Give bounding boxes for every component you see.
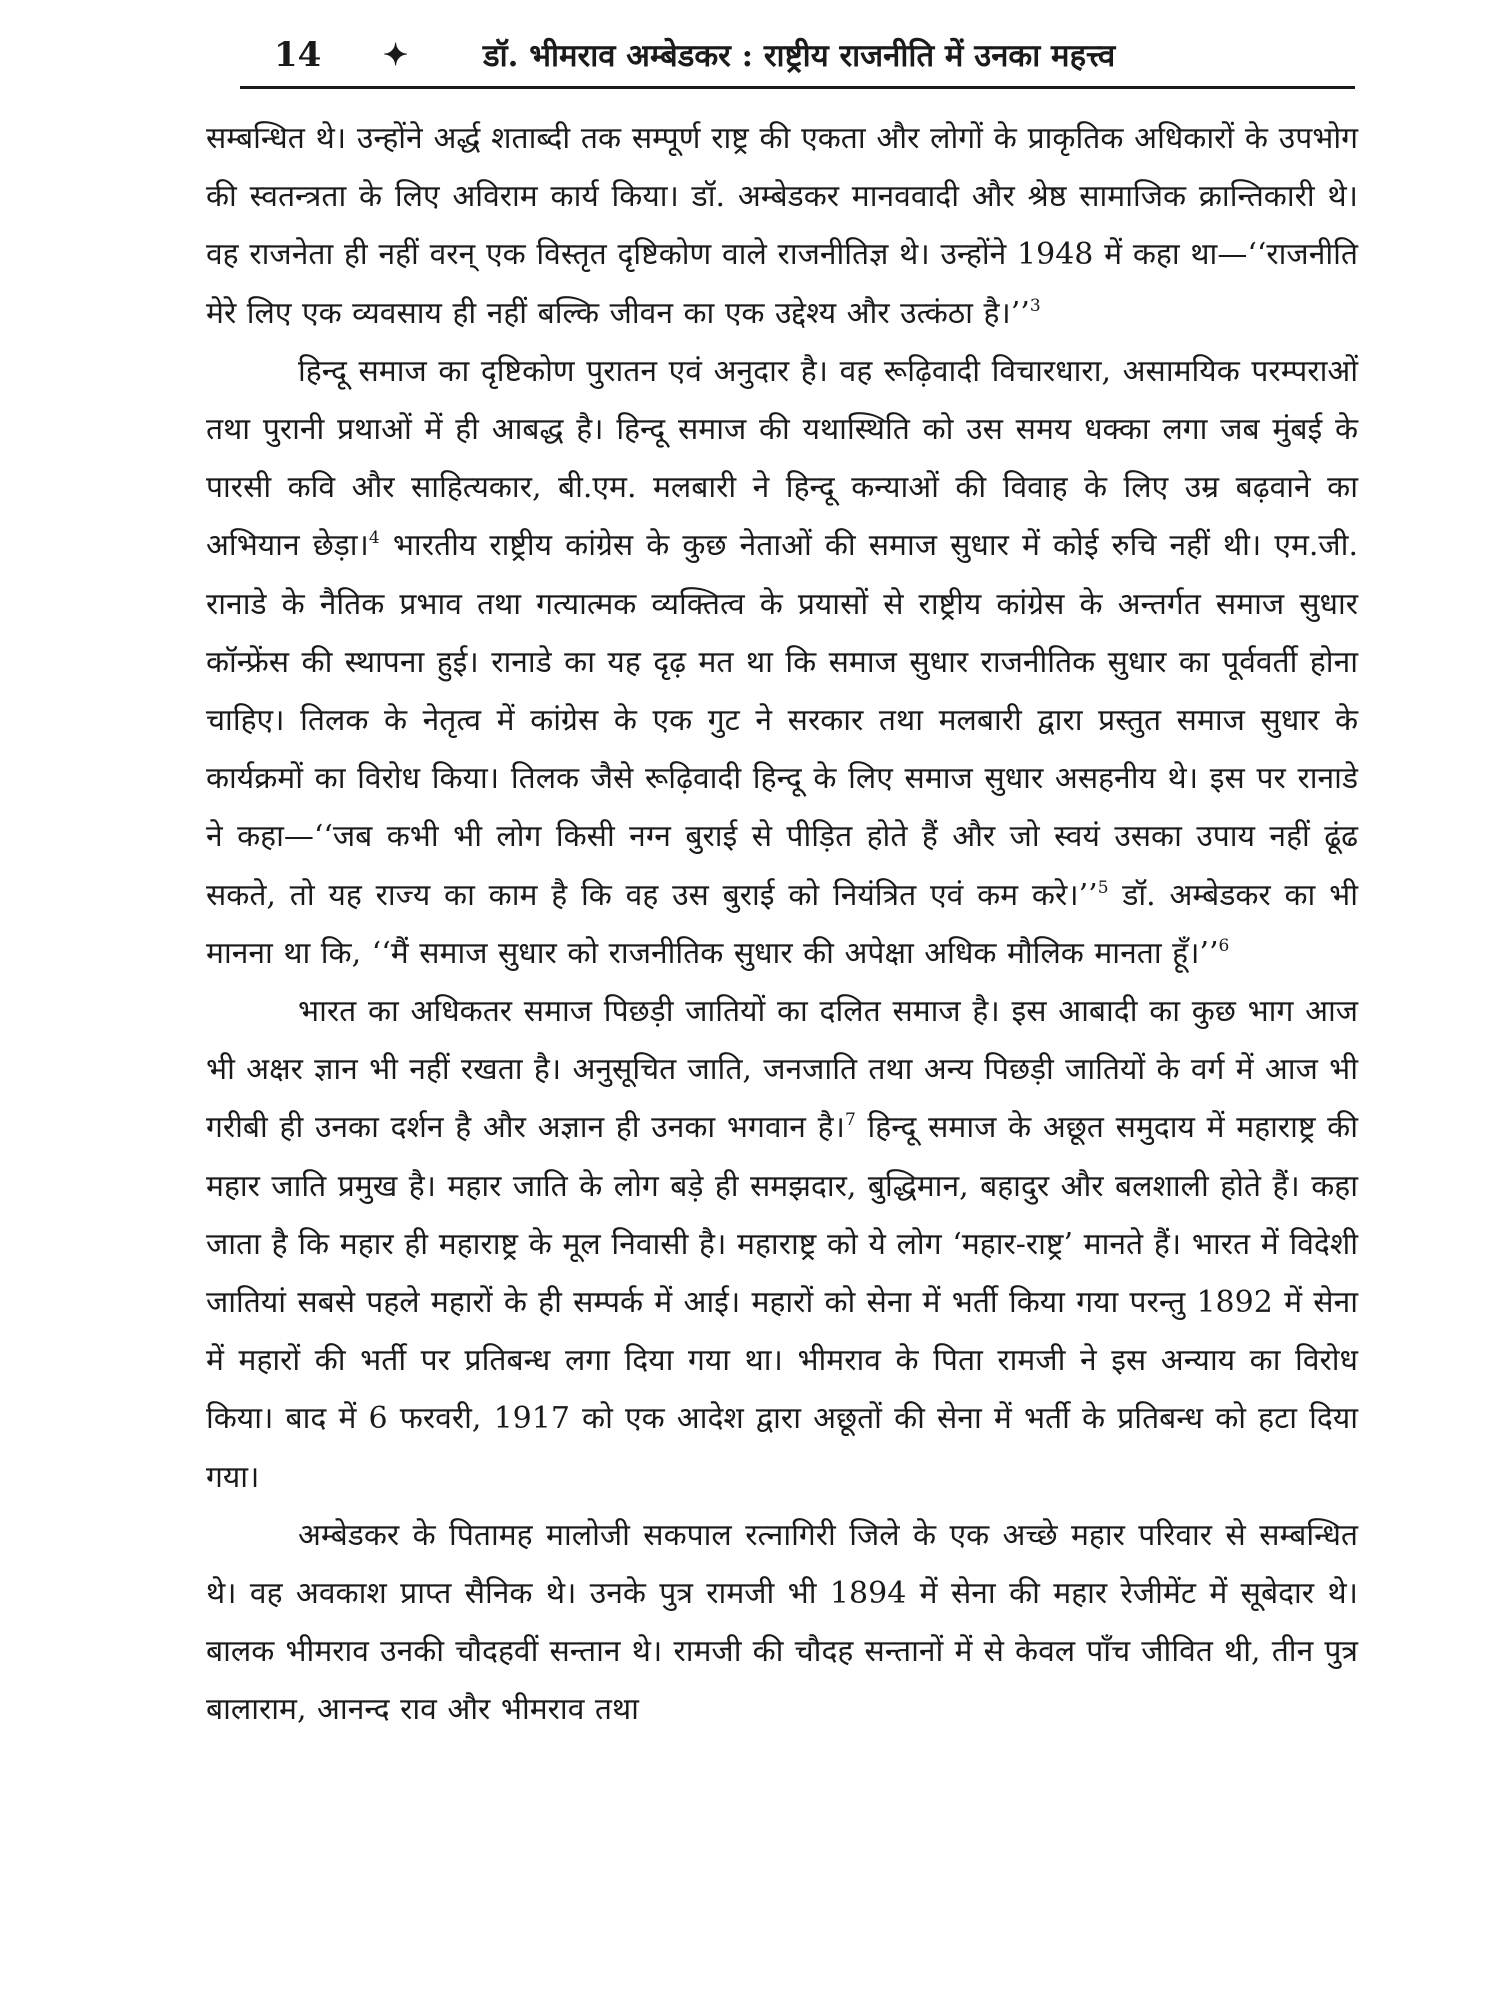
paragraph-4 [206,1507,1358,1740]
paragraph-text: भारतीय राष्ट्रीय कांग्रेस के कुछ नेताओं की समाज सुधार में कोई रुचि नहीं थी। एम.जी. रानाडे के नैतिक प्रभाव तथा गत्यात्मक व्यक्तित्व के प्रयासों से राष्ट्रीय कांग्रेस के अन्तर्गत समाज सुधार कॉन्फ्रेंस की स्थापना हुई। रानाडे का यह दृढ़ मत था कि समाज सुधार राजनीतिक सुधार का पूर्ववर्ती होना चाहिए। तिलक के नेतृत्व में कांग्रेस के एक गुट ने सरकार तथा मलबारी द्वारा प्रस्तुत समाज सुधार के कार्यक्रमों का विरोध किया। तिलक जैसे रूढ़िवादी हिन्दू के लिए समाज सुधार असहनीय थे। इस पर रानाडे ने कहा—‘‘जब कभी भी लोग किसी नग्न बुराई से पीड़ित होते हैं और जो स्वयं उसका उपाय नहीं ढूंढ सकते, तो यह राज्य का काम है कि वह उस बुराई को नियंत्रित एवं कम करे।’’ [206,528,1358,913]
footnote-ref: 6 [1218,935,1230,956]
paragraph-text: भारत का अधिकतर समाज पिछड़ी जातियों का दलित समाज है। इस आबादी का कुछ भाग आज भी अक्षर ज्ञान भी नहीं रखता है। अनुसूचित जाति, जनजाति तथा अन्य पिछड़ी जातियों के वर्ग में आज भी गरीबी ही उनका दर्शन है और अज्ञान ही उनका भगवान है। [206,994,1358,1146]
paragraph-1 [206,110,1358,343]
running-title: डॉ. भीमराव अम्बेडकर : राष्ट्रीय राजनीति में उनका महत्त्व [483,38,1116,74]
paragraph-text: अम्बेडकर के पितामह मालोजी सकपाल रत्नागिरी जिले के एक अच्छे महार परिवार से सम्बन्धित थे। वह अवकाश प्राप्त सैनिक थे। उनके पुत्र रामजी भी 1894 में सेना की महार रेजीमेंट में सूबेदार थे। बालक भीमराव उनकी चौदहवीं सन्तान थे। रामजी की चौदह सन्तानों में से केवल पाँच जीवित थी, तीन पुत्र बालाराम, आनन्द राव और भीमराव तथा [206,1517,1358,1728]
ornament-icon: ✦ [383,37,409,73]
paragraph-2 [206,343,1358,983]
footnote-ref: 3 [1029,295,1041,316]
body-text [206,110,1358,1740]
header-rule [240,86,1355,89]
paragraph-text: हिन्दू समाज का दृष्टिकोण पुरातन एवं अनुदार है। वह रूढ़िवादी विचारधारा, असामयिक परम्पराओं तथा पुरानी प्रथाओं में ही आबद्ध है। हिन्दू समाज की यथास्थिति को उस समय धक्का लगा जब मुंबई के पारसी कवि और साहित्यकार, बी.एम. मलबारी ने हिन्दू कन्याओं की विवाह के लिए उम्र बढ़वाने का अभियान छेड़ा। [206,353,1358,564]
paragraph-3 [206,983,1358,1507]
page-number: 14 [274,35,322,75]
footnote-ref: 7 [844,1110,856,1131]
footnote-ref: 5 [1097,877,1109,898]
page-header [240,22,1355,88]
footnote-ref: 4 [368,528,380,549]
paragraph-text: सम्बन्धित थे। उन्होंने अर्द्ध शताब्दी तक सम्पूर्ण राष्ट्र की एकता और लोगों के प्राकृतिक अधिकारों के उपभोग की स्वतन्त्रता के लिए अविराम कार्य किया। डॉ. अम्बेडकर मानववादी और श्रेष्ठ सामाजिक क्रान्तिकारी थे। वह राजनेता ही नहीं वरन् एक विस्तृत दृष्टिकोण वाले राजनीतिज्ञ थे। उन्होंने 1948 में कहा था—‘‘राजनीति मेरे लिए एक व्यवसाय ही नहीं बल्कि जीवन का एक उद्देश्य और उत्कंठा है।’’ [206,121,1358,331]
paragraph-text: हिन्दू समाज के अछूत समुदाय में महाराष्ट्र की महार जाति प्रमुख है। महार जाति के लोग बड़े ही समझदार, बुद्धिमान, बहादुर और बलशाली होते हैं। कहा जाता है कि महार ही महाराष्ट्र के मूल निवासी है। महाराष्ट्र को ये लोग ‘महार-राष्ट्र’ मानते हैं। भारत में विदेशी जातियां सबसे पहले महारों के ही सम्पर्क में आई। महारों को सेना में भर्ती किया गया परन्तु 1892 में सेना में महारों की भर्ती पर प्रतिबन्ध लगा दिया गया था। भीमराव के पिता रामजी ने इस अन्याय का विरोध किया। बाद में 6 फरवरी, 1917 को एक आदेश द्वारा अछूतों की सेना में भर्ती के प्रतिबन्ध को हटा दिया गया। [206,1110,1358,1495]
paragraph-text: डॉ. अम्बेडकर का भी मानना था कि, ‘‘मैं समाज सुधार को राजनीतिक सुधार की अपेक्षा अधिक मौलिक मानता हूँ।’’ [206,877,1358,971]
